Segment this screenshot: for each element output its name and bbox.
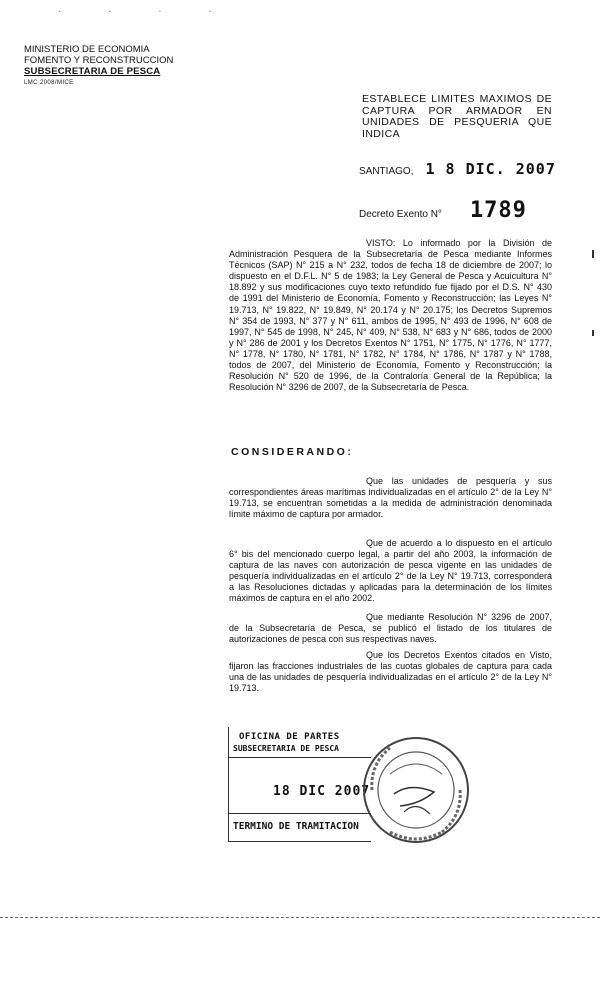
decree-label: Decreto Exento N°: [359, 209, 442, 220]
paragraph-text: Que de acuerdo a lo dispuesto en el artículo 6° bis del mencionado cuerpo legal, a partir del año 2003, la información de captura de las naves con autorización de pesca vigente en las unidades de pesquería individualizadas en el artículo 2° de la Ley N° 19.713, corresponderá a las Resoluciones dictadas y aplicadas para la determinación de los límites máximos de captura en el año 2002.: [229, 538, 552, 604]
date-stamp: 1 8 DIC. 2007: [425, 160, 556, 178]
scan-artifact-dots: · · · ·: [58, 6, 234, 17]
scan-artifact-mark: [592, 250, 594, 258]
page-bottom-rule: [0, 917, 600, 918]
paragraph-text: Que las unidades de pesquería y sus correspondientes áreas marítimas individualizadas en el artículo 2° de la Ley N° 19.713, se encuentran sometidas a la medida de administración denominada límite máximo de captura por armador.: [229, 476, 552, 520]
round-seal: [360, 734, 472, 846]
letterhead: [24, 44, 194, 89]
stamp-office: OFICINA DE PARTES: [239, 732, 340, 742]
visto-paragraph: [229, 238, 552, 393]
considerando-paragraph: [229, 476, 552, 520]
date-line: [359, 160, 556, 178]
office-stamp: [228, 727, 371, 842]
paragraph-text: Que los Decretos Exentos citados en Visto, fijaron las fracciones industriales de las cuotas globales de captura para cada una de las unidades de pesquería individualizadas en el artículo 2° de la Ley N° 19.713.: [229, 650, 552, 694]
considerando-heading: CONSIDERANDO:: [231, 446, 354, 458]
stamp-footer: TERMINO DE TRAMITACION: [233, 821, 359, 832]
subsecretaria-name: SUBSECRETARIA DE PESCA: [24, 66, 161, 77]
ministry-name: MINISTERIO DE ECONOMIA: [24, 44, 150, 55]
visto-text: VISTO: Lo informado por la División de Administración Pesquera de la Subsecretaría de Pesca mediante Informes Técnicos (SAP) N° 215 a N° 232, todos de fecha 18 de diciembre de 2007; lo dispuesto en el D.F.L. N° 5 de 1983; la Ley General de Pesca y Acuicultura N° 18.892 y sus modificaciones cuyo texto refundido fue fijado por el D.S. N° 430 de 1991 del Ministerio de Economía, Fomento y Reconstrucción; las Leyes N° 19.713, N° 19.822, N° 19.849, N° 20.174 y N° 20.175; los Decretos Supremos N° 354 de 1993, N° 377 y N° 611, ambos de 1995, N° 493 de 1996, N° 608 de 1997, N° 545 de 1998, N° 245, N° 409, N° 538, N° 683 y N° 686, todos de 2000 y N° 286 de 2001 y los Decretos Exentos N° 1751, N° 1775, N° 1776, N° 1777, N° 1778, N° 1780, N° 1781, N° 1782, N° 1784, N° 1786, N° 1787 y N° 1788, todos de 2007, del Ministerio de Economía, Fomento y Reconstrucción; la Resolución N° 520 de 1996, de la Contraloría General de la República; la Resolución N° 3296 de 2007, de la Subsecretaría de Pesca.: [229, 238, 552, 393]
considerando-paragraph: [229, 612, 552, 645]
decree-title: ESTABLECE LIMITES MAXIMOS DE CAPTURA POR ARMADOR EN UNIDADES DE PESQUERIA QUE INDICA: [362, 93, 552, 140]
paragraph-text: Que mediante Resolución N° 3296 de 2007, de la Subsecretaría de Pesca, se publicó el listado de los titulares de autorizaciones de pesca con sus respectivas naves.: [229, 612, 552, 645]
stamp-date: 18 DIC 2007: [273, 784, 371, 799]
considerando-paragraph: [229, 538, 552, 605]
considerando-paragraph: [229, 650, 552, 694]
scan-artifact-mark: [592, 330, 594, 336]
decree-number: 1789: [469, 198, 527, 223]
ministry-name-line2: FOMENTO Y RECONSTRUCCION: [24, 55, 174, 66]
date-label: SANTIAGO,: [359, 166, 414, 177]
decree-number-line: [359, 198, 527, 223]
reference-code: LMC 2008/MICE: [24, 80, 74, 86]
stamp-sub: SUBSECRETARIA DE PESCA: [233, 744, 339, 753]
